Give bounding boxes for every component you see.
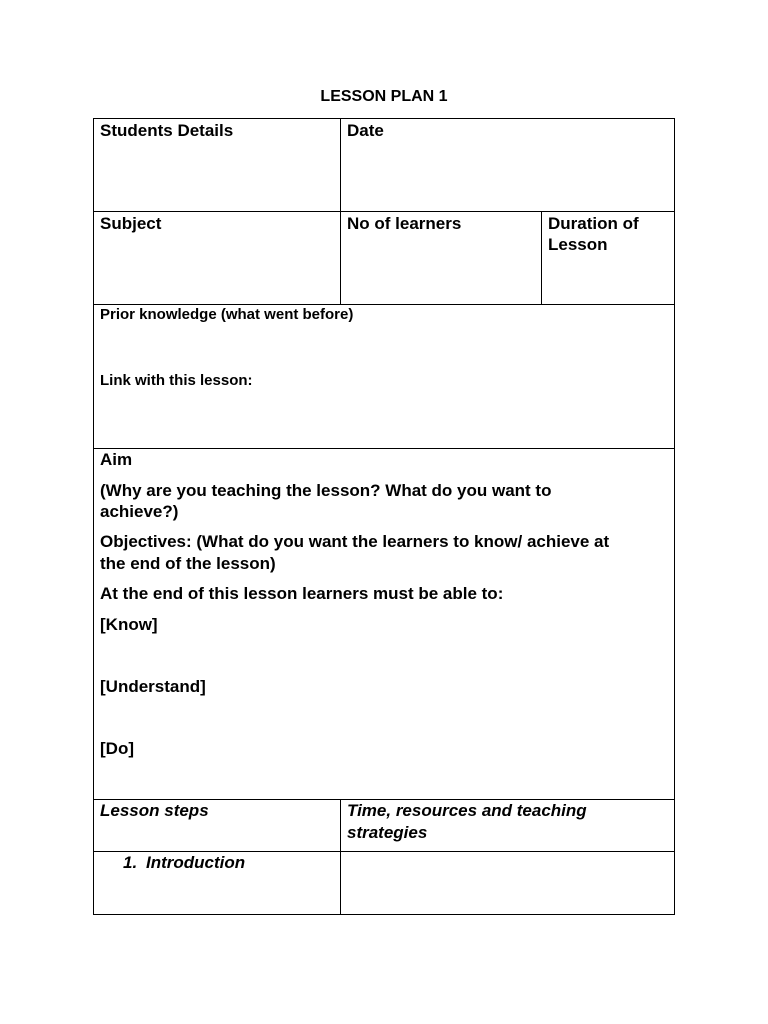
students-details-cell	[93, 118, 341, 213]
date-label: Date	[347, 121, 384, 140]
time-resources-header-line1: Time, resources and teaching	[347, 801, 587, 820]
introduction-label: Introduction	[146, 853, 246, 872]
know-label: [Know]	[100, 615, 158, 634]
lesson-steps-header: Lesson steps	[100, 801, 209, 820]
lesson-steps-header-cell	[93, 799, 341, 853]
duration-label-line1: Duration of	[548, 214, 639, 233]
do-label: [Do]	[100, 739, 134, 758]
no-of-learners-label: No of learners	[347, 214, 462, 233]
understand-label: [Understand]	[100, 677, 206, 696]
time-resources-header-line2: strategies	[347, 823, 428, 842]
aim-objectives-cell	[93, 448, 675, 801]
subject-cell	[93, 211, 341, 306]
prior-knowledge-cell	[93, 304, 675, 450]
link-with-lesson-label: Link with this lesson:	[100, 372, 253, 389]
page-title: LESSON PLAN 1	[320, 88, 448, 105]
aim-question-line2: achieve?)	[100, 502, 179, 521]
duration-label-line2: Lesson	[548, 235, 608, 254]
step-number: 1.	[123, 853, 138, 872]
objectives-line2: the end of the lesson)	[100, 554, 276, 573]
objectives-line1: Objectives: (What do you want the learners to know/ achieve at	[100, 532, 610, 551]
aim-question-line1: (Why are you teaching the lesson? What do you want to	[100, 481, 552, 500]
time-resources-header-cell	[340, 799, 675, 853]
introduction-details-cell	[340, 851, 675, 915]
subject-label: Subject	[100, 214, 162, 233]
prior-knowledge-label: Prior knowledge (what went before)	[100, 306, 354, 323]
end-of-lesson-label: At the end of this lesson learners must be able to:	[100, 584, 504, 603]
introduction-cell	[93, 851, 341, 915]
students-details-label: Students Details	[100, 121, 234, 140]
no-of-learners-cell	[340, 211, 542, 306]
aim-label: Aim	[100, 450, 133, 469]
duration-cell	[541, 211, 675, 306]
date-cell	[340, 118, 675, 213]
